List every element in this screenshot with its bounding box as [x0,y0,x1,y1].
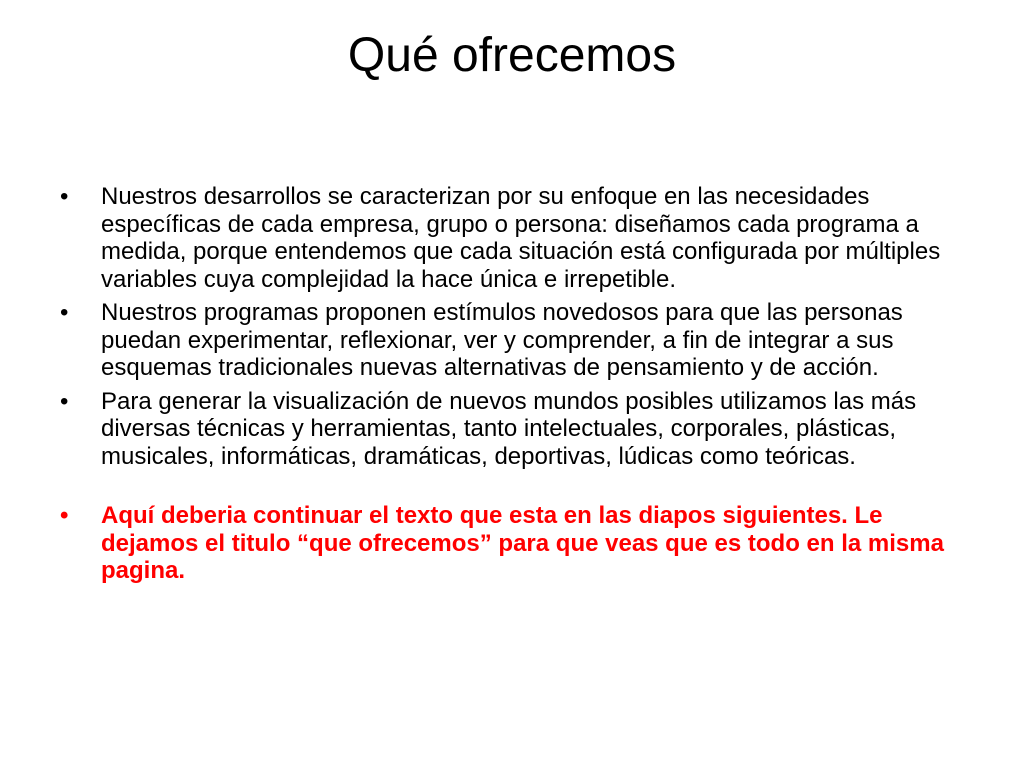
bullet-text: Nuestros desarrollos se caracterizan por su enfoque en las necesidades específicas de cada empresa, grupo o persona: diseñamos cada programa a medida, porque entendemos que cada situación está configurada por múltiples variables cuya complejidad la hace única e irrepetible. [101,183,941,293]
note-item [60,502,980,585]
bullet-item-3 [60,388,980,471]
bullet-text: Nuestros programas proponen estímulos novedosos para que las personas puedan experimentar, reflexionar, ver y comprender, a fin de integrar a sus esquemas tradicionales nuevas alternativas de pensamiento y de acción. [101,299,903,381]
bullet-text: Para generar la visualización de nuevos mundos posibles utilizamos las más diversas técnicas y herramientas, tanto intelectuales, corporales, plásticas, musicales, informáticas, dramáticas, deportivas, lúdicas como teóricas. [101,387,917,470]
bullet-item-2 [60,299,980,382]
bullet-dot-icon: • [60,183,69,210]
bullet-dot-icon: • [60,299,69,326]
note-text: Aquí deberia continuar el texto que esta en las diapos siguientes. Le dejamos el titulo “que ofrecemos” para que veas que es todo en la misma pagina. [101,502,944,584]
bullet-dot-icon: • [60,387,69,415]
bullet-list [60,183,980,591]
slide-title: Qué ofrecemos [347,29,677,82]
bullet-dot-icon: • [60,502,69,529]
bullet-item-1 [60,183,980,293]
